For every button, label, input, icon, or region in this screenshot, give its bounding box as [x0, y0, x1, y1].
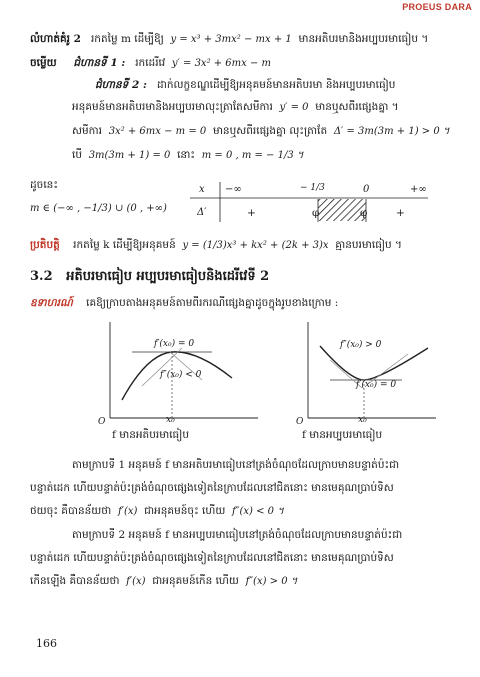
graph-right-label-2: f′(x₀) = 0: [356, 380, 397, 390]
therefore-label: ដូចនេះ: [30, 179, 58, 191]
exercise-line: [30, 238, 402, 253]
para-2-line3-formula: f′(x): [126, 576, 146, 587]
example-2-line: [30, 32, 428, 47]
para-1-line3-mid: ជាអនុគមន៍ចុះ ហើយ: [144, 505, 226, 517]
graph-left-x0: x₀: [166, 415, 175, 425]
graph-right-label-1: f″(x₀) > 0: [340, 340, 382, 350]
step-2-line-3: [72, 124, 450, 139]
step-2-line2-formula: y′ = 0: [279, 102, 309, 113]
example-2-text: រកតម្លៃ m ដើម្បីឱ្យ: [90, 33, 164, 45]
step-2-line-4: [72, 148, 303, 163]
sign-table-x-value-1: −∞: [225, 184, 242, 195]
para-2-line3-text: កើនឡើង គឺបានន័យថា: [30, 575, 120, 587]
step-2-line4-then: នោះ: [177, 149, 196, 161]
step-2-label: ជំហានទី 2 :: [95, 79, 147, 91]
graph-left-origin: O: [98, 417, 106, 427]
graph-left-label-2: f″(x₀) < 0: [160, 370, 202, 380]
exercise-text: រកតម្លៃ k ដើម្បីឱ្យអនុគមន៍: [73, 239, 176, 251]
step-2-line1-text: ដាក់លក្ខខណ្ឌដើម្បីឱ្យអនុគមន៍មានអតិបរមា និងអប្បបរមាធៀប: [156, 79, 396, 91]
step-2-line3-text: សមីការ: [72, 125, 102, 137]
step-2-line3-formula: 3x² + 6mx − m = 0: [108, 126, 207, 137]
exercise-label: ប្រតិបត្តិ: [30, 239, 60, 251]
example-2-tail: មានអតិបរមានិងអប្បបរមាធៀប ។: [298, 33, 429, 45]
page-number: 166: [36, 637, 57, 650]
sign-table-sign-3: φ: [360, 207, 368, 219]
para-2-line3-inequality: f″(x) > 0 ។: [245, 576, 298, 587]
sign-table-x-label: x: [199, 184, 205, 195]
para-1-line-2: បន្ទាត់ដេក ហើយបន្ទាត់ប៉ះត្រង់ចំណុចផ្សេងទៀតនៃក្រាបដែលនៅជិតនោះ មានមេគុណប្រាប់ទិស: [30, 482, 394, 494]
para-2-line-3: [30, 574, 297, 589]
step-2-line2-tail: មានឬសពីរផ្សេងគ្នា ។: [315, 101, 399, 113]
graph-right-caption: f មានអប្បបរមាធៀប: [302, 429, 383, 441]
para-2-line-1: តាមក្រាបទី 2 អនុគមន៍ f មានអប្បបរមាធៀបនៅត្រង់ចំណុចដែលក្រាបមានបន្ទាត់ប៉ះជា: [72, 529, 403, 541]
para-1-line3-text: ថយចុះ គឺបានន័យថា: [30, 505, 112, 517]
step-1-formula: y′ = 3x² + 6mx − m: [171, 58, 272, 69]
graph-left-label-1: f′(x₀) = 0: [154, 339, 195, 349]
exercise-formula: y = (1/3)x³ + kx² + (2k + 3)x: [182, 240, 329, 251]
graph-left-caption: f មានអតិបរមាធៀប: [112, 429, 190, 441]
step-2-line-1: [95, 78, 395, 92]
section-title: អតិបរមាធៀប អប្បបរមាធៀបនិងដេរីវេទី 2: [66, 269, 270, 284]
step-1-text: រកដេរីវេ: [135, 57, 166, 69]
para-1-line-3: [30, 504, 284, 519]
para-2-line3-mid: ជាអនុគមន៍កើន ហើយ: [152, 575, 239, 587]
step-2-line4-if: បើ: [72, 149, 82, 161]
step-2-line2-text: អនុគមន៍មានអតិបរមានិងអប្បបរមាលុះត្រាតែសមីការ: [72, 101, 273, 113]
para-1-line3-formula: f′(x): [117, 506, 138, 517]
step-2-line4-roots: m = 0 , m = − 1/3 ។: [201, 150, 304, 161]
example-2-formula: y = x³ + 3mx² − mx + 1: [170, 34, 292, 45]
sign-table-hatch: [318, 199, 366, 221]
step-2-line3-discriminant: Δ′ = 3m(3m + 1) > 0 ។: [333, 126, 450, 137]
sign-table-sign-1: +: [247, 207, 256, 219]
step-2-line-2: [72, 100, 399, 115]
section-number: 3.2: [30, 269, 53, 284]
para-1-line-1: តាមក្រាបទី 1 អនុគមន៍ f មានអតិបរមាធៀបនៅត្រង់ចំណុចដែលក្រាបមានបន្ទាត់ប៉ះជា: [72, 459, 400, 471]
step-1-label: ជំហានទី 1 :: [73, 57, 126, 69]
solution-label: ចម្លើយ: [30, 57, 57, 69]
graph-right-x0: x₀: [358, 415, 367, 425]
para-1-line3-inequality: f″(x) < 0 ។: [232, 506, 284, 517]
sign-table-delta-label: Δ′: [197, 207, 207, 218]
answer-set: m ∈ (−∞ , −1/3) ∪ (0 , +∞): [30, 203, 167, 214]
sign-table-sign-2: φ: [312, 207, 320, 219]
example-text: គេឱ្យក្រាបតាងអនុគមន៍តាមពីរករណីផ្សេងគ្នាដូចក្នុងរូបខាងក្រោម :: [86, 297, 339, 309]
sign-table-x-value-3: 0: [363, 184, 370, 195]
step-2-line4-formula: 3m(3m + 1) = 0: [88, 150, 171, 161]
para-2-line-2: បន្ទាត់ដេក ហើយបន្ទាត់ប៉ះត្រង់ចំណុចផ្សេងទៀតនៃក្រាបដែលនៅជិតនោះ មានមេគុណប្រាប់ទិស: [30, 552, 394, 564]
solution-line-1: [30, 56, 271, 71]
exercise-tail: គ្មានបរមាធៀប ។: [335, 239, 402, 251]
graph-right-origin: O: [296, 417, 304, 427]
header-brand: PROEUS DARA: [402, 2, 472, 12]
example-2-label: លំហាត់គំរូ 2: [30, 33, 81, 45]
example-line: [30, 296, 338, 310]
sign-table-x-value-2: − 1/3: [300, 183, 325, 193]
sign-table-x-value-4: +∞: [410, 184, 427, 195]
sign-table-sign-4: +: [396, 207, 405, 219]
example-label: ឧទាហរណ៍: [30, 297, 73, 309]
section-heading: [30, 268, 269, 287]
step-2-line3-mid: មានឬសពីរផ្សេងគ្នា លុះត្រាតែ: [212, 125, 328, 137]
